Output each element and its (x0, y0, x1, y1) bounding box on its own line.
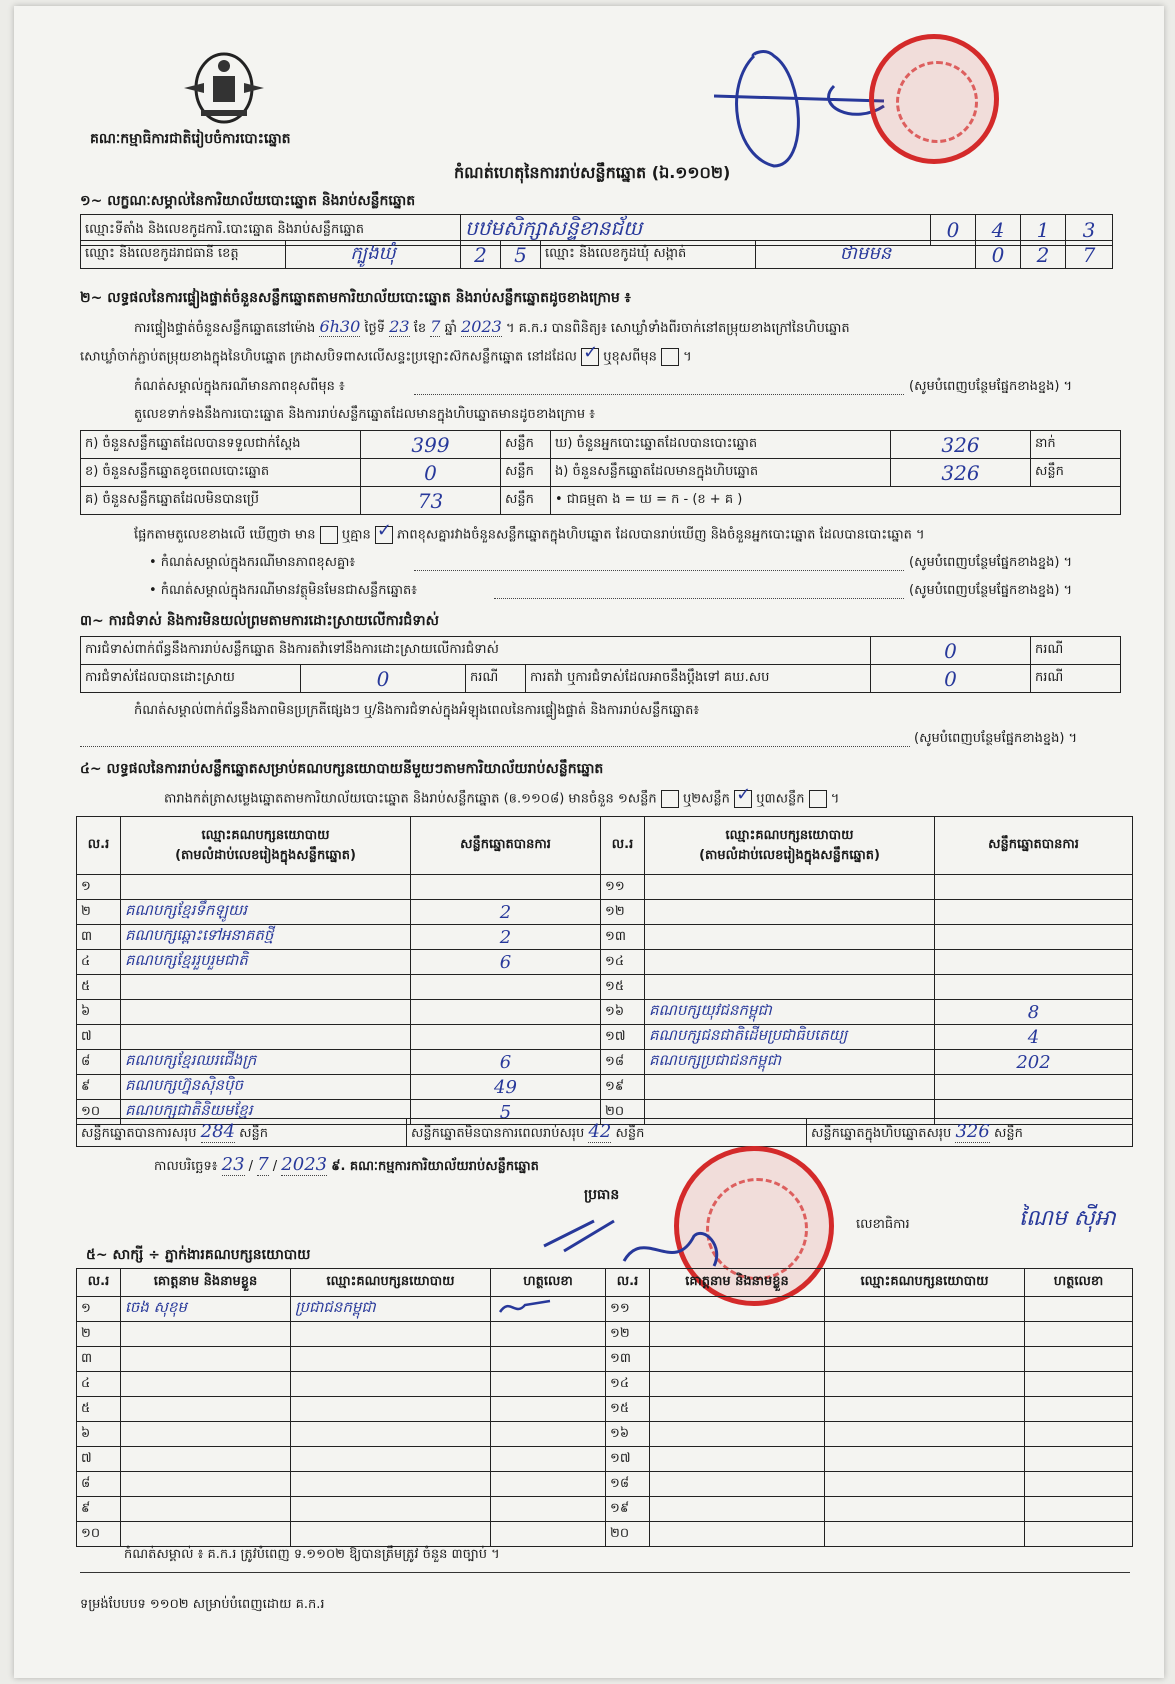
result-votes (411, 1000, 601, 1025)
text: ឬខុសពីមុន (603, 349, 657, 365)
result-party: គណបក្សប្រជាជនកម្ពុជា (645, 1050, 935, 1075)
text: សោឃ្លាំចាក់ភ្ជាប់តម្រុយខាងក្នុងនៃហិបឆ្នោត ក្រដាសបិទពាសលើសន្ទះប្រឡោះស៊កសន្លឹកឆ្នោត នៅដដែល (80, 349, 577, 365)
commune-label: ឈ្មោះ និងលេខកូដឃុំ សង្កាត់ (541, 241, 756, 269)
result-party: គណបក្សហ្វ៊ុនស៊ិនប៉ិច (121, 1075, 411, 1100)
witness-no: ៧ (77, 1447, 121, 1472)
witness-name (121, 1522, 291, 1547)
text: ឬគ្មាន (341, 527, 371, 543)
secretary-name: ណៃម ស៊ីអា (1019, 1206, 1116, 1231)
time-value: 6h30 (319, 317, 361, 336)
witness-no: ១៧ (606, 1447, 650, 1472)
witness-signature (1025, 1472, 1133, 1497)
section3-heading: ៣~ ការជំទាស់ និងការមិនយល់ព្រមតាមការដោះស្រាយលើការជំទាស់ (80, 613, 439, 629)
unit: សន្លឹក (501, 431, 551, 459)
col-party: ឈ្មោះគណបក្សនយោបាយ (825, 1269, 1025, 1297)
witness-signature (1025, 1522, 1133, 1547)
witness-no: ១៩ (606, 1497, 650, 1522)
text: តារាងកត់ត្រាសម្លេងឆ្នោតតាមការិយាល័យបោះឆ្នោត និងរាប់សន្លឹកឆ្នោត (ឲ.១១០៨) មានចំនួន ១សន្លឹក (164, 791, 657, 807)
result-party (645, 900, 935, 925)
unit: ករណី (1031, 665, 1121, 693)
result-votes: 5 (411, 1100, 601, 1125)
text: ការផ្ទៀងផ្ទាត់ចំនួនសន្លឹកឆ្នោតនៅម៉ោង (134, 321, 316, 336)
unit: សន្លឹក (501, 459, 551, 487)
result-party: គណបក្សខ្មែរទឹកឡូយរ (121, 900, 411, 925)
text: ភាពខុសគ្នារវាងចំនួនសន្លឹកឆ្នោតក្នុងហិបឆ្នោត ដែលបានរាប់ឃើញ និងចំនួនអ្នកបោះឆ្នោត ដែលបានបោះឆ្នោត ។ (397, 527, 925, 543)
result-no: ៨ (77, 1050, 121, 1075)
chair-label: ប្រធាន (584, 1187, 620, 1203)
witness-signature (1025, 1322, 1133, 1347)
code-digit: 0 (976, 241, 1021, 269)
witness-party (825, 1297, 1025, 1322)
witness-name (650, 1522, 825, 1547)
date-day: 23 (221, 1154, 245, 1175)
witness-name (121, 1347, 291, 1372)
text: ផ្អែកតាមតួលេខខាងលើ ឃើញថា មាន (134, 527, 316, 543)
figures-intro: តួលេខទាក់ទងនឹងការបោះឆ្នោត និងការរាប់សន្លឹកឆ្នោតដែលមានក្នុងហិបឆ្នោតមានដូចខាងក្រោម ៖ (134, 407, 595, 422)
witness-signature (491, 1522, 606, 1547)
code-digit: 0 (931, 215, 976, 246)
fill-line (494, 598, 904, 599)
tally-sheet-line: តារាងកត់ត្រាសម្លេងឆ្នោតតាមការិយាល័យបោះឆ្នោត និងរាប់សន្លឹកឆ្នោត (ឲ.១១០៨) មានចំនួន ១សន្លឹក ឬ២សន្លឹក ✓ ឬ៣សន្លឹក ។ (164, 790, 839, 809)
two-sheet-checkbox[interactable] (734, 790, 752, 808)
witness-party (291, 1347, 491, 1372)
witness-no: ១០ (77, 1522, 121, 1547)
witness-name (650, 1497, 825, 1522)
total-valid-value: 284 (200, 1121, 236, 1142)
day-value: 23 (389, 317, 410, 336)
witness-party (825, 1422, 1025, 1447)
footer-divider (80, 1572, 1130, 1573)
complaint-value: 0 (871, 637, 1031, 665)
witness-party (825, 1522, 1025, 1547)
section2-heading: ២~ លទ្ធផលនៃការផ្ទៀងផ្ទាត់ចំនួនសន្លឹកឆ្នោតតាមការិយាល័យបោះឆ្នោត និងរាប់សន្លឹកឆ្នោតដូចខាងក្រោម ៖ (80, 290, 631, 306)
witness-name (121, 1322, 291, 1347)
col-party-title: ឈ្មោះគណបក្សនយោបាយ (201, 827, 330, 843)
date-label: កាលបរិច្ឆេទ៖ (154, 1159, 218, 1174)
result-no: ១០ (77, 1100, 121, 1125)
result-party: គណបក្សជនជាតិដើមប្រជាធិបតេយ្យ (645, 1025, 935, 1050)
witness-name (121, 1472, 291, 1497)
total-box-cell (807, 1119, 1133, 1147)
unit: សន្លឹក (239, 1126, 269, 1141)
witness-party (291, 1497, 491, 1522)
result-no: ២ (77, 900, 121, 925)
witness-signature (491, 1422, 606, 1447)
result-no: ១៧ (601, 1025, 645, 1050)
committee-name: គណៈកម្មាធិការជាតិរៀបចំការបោះឆ្នោត (90, 131, 291, 147)
col-party (645, 817, 935, 875)
result-party (121, 875, 411, 900)
result-no: ១ (77, 875, 121, 900)
code-digit: 2 (461, 241, 501, 269)
witness-signature (1025, 1297, 1133, 1322)
total-invalid-label: សន្លឹកឆ្នោតមិនបានការពេលរាប់សរុប (411, 1126, 585, 1141)
witness-party (291, 1447, 491, 1472)
witness-signature (1025, 1422, 1133, 1447)
irregularity-note: កំណត់សម្គាល់ពាក់ព័ន្ធនឹងភាពមិនប្រក្រតីផ្សេងៗ ឬ/និងការជំទាស់ក្នុងអំឡុងពេលនៃការផ្ទៀងផ្ទាត់ និងការរាប់សន្លឹកឆ្នោត៖ (134, 703, 700, 718)
witness-name (650, 1322, 825, 1347)
witness-signature (1025, 1347, 1133, 1372)
ballot-count-table (80, 430, 1121, 515)
witness-name: ចេង សុខុម (121, 1297, 291, 1322)
witness-name (121, 1422, 291, 1447)
col-party (121, 817, 411, 875)
secretary-label: លេខាធិការ (856, 1217, 910, 1232)
code-digit: 2 (1021, 241, 1066, 269)
received-value: 399 (361, 431, 501, 459)
fill-note: (សូមបំពេញបន្ថែមផ្នែកខាងខ្នង) ។ (909, 379, 1073, 394)
result-votes (935, 975, 1133, 1000)
unit: សន្លឹក (501, 487, 551, 515)
witness-no: ៨ (77, 1472, 121, 1497)
result-no: ១២ (601, 900, 645, 925)
month-value: 7 (430, 317, 441, 336)
col-votes: សន្លឹកឆ្នោតបានការ (935, 817, 1133, 875)
result-party (121, 1000, 411, 1025)
result-no: ៦ (77, 1000, 121, 1025)
unit: សន្លឹក (615, 1126, 645, 1141)
result-party (645, 1075, 935, 1100)
witness-signature (1025, 1497, 1133, 1522)
form-id: ទម្រង់បែបបទ ១១០២ សម្រាប់បំពេញដោយ គ.ក.រ (80, 1597, 325, 1612)
unit: ករណី (466, 665, 526, 693)
seal-line: សោឃ្លាំចាក់ភ្ជាប់តម្រុយខាងក្នុងនៃហិបឆ្នោត ក្រដាសបិទពាសលើសន្ទះប្រឡោះស៊កសន្លឹកឆ្នោត នៅដដែល ✓ ឬខុសពីមុន ។ (80, 348, 692, 367)
col-sign: ហត្ថលេខា (1025, 1269, 1133, 1297)
verification-line (134, 318, 850, 338)
one-sheet-checkbox[interactable] (661, 790, 679, 808)
date-year: 2023 (281, 1154, 328, 1175)
result-no: ៥ (77, 975, 121, 1000)
col-party-sub: (តាមលំដាប់លេខរៀងក្នុងសន្លឹកឆ្នោត) (175, 847, 356, 863)
text: ឬ២សន្លឹក (682, 791, 730, 807)
date-month: 7 (257, 1154, 269, 1175)
official-stamp-top (869, 34, 999, 164)
result-party: គណបក្សជាតិនិយមខ្មែរ (121, 1100, 411, 1125)
witness-name (650, 1397, 825, 1422)
fill-note: (សូមបំពេញបន្ថែមផ្នែកខាងខ្នង) ។ (909, 583, 1073, 598)
witness-name (650, 1472, 825, 1497)
section1-heading: ១~ លក្ខណៈសម្គាល់នៃការិយាល័យបោះឆ្នោត និងរាប់សន្លឹកឆ្នោត (80, 193, 416, 209)
three-sheet-checkbox[interactable] (809, 790, 827, 808)
result-no: ៩ (77, 1075, 121, 1100)
col-name: គោត្តនាម និងនាមខ្លួន (650, 1269, 825, 1297)
result-no: ១៩ (601, 1075, 645, 1100)
witness-no: ៥ (77, 1397, 121, 1422)
col-no: ល.រ (77, 1269, 121, 1297)
footer-note: កំណត់សម្គាល់ ៖ គ.ក.រ ត្រូវបំពេញ ទ.១១០២ ឱ្យបានត្រឹមត្រូវ ចំនួន ៣ច្បាប់ ។ (124, 1547, 500, 1562)
text: ឬ៣សន្លឹក (756, 791, 805, 807)
total-invalid-cell (407, 1119, 807, 1147)
results-table (76, 816, 1133, 1125)
witness-party (291, 1397, 491, 1422)
witness-no: ១៦ (606, 1422, 650, 1447)
result-party (121, 975, 411, 1000)
result-party (121, 1025, 411, 1050)
complaints-table (80, 636, 1121, 693)
result-party: គណបក្សខ្មែររួបរួមជាតិ (121, 950, 411, 975)
witness-signature-mark (495, 1297, 555, 1317)
witness-signature (491, 1447, 606, 1472)
result-votes (411, 1025, 601, 1050)
witness-no: ១៥ (606, 1397, 650, 1422)
result-votes (935, 875, 1133, 900)
witness-no: ១១ (606, 1297, 650, 1322)
witness-signature (491, 1497, 606, 1522)
result-party: គណបក្សខ្មែរឈរជើងក្រ (121, 1050, 411, 1075)
code-digit: 7 (1066, 241, 1113, 269)
witness-no: ១៣ (606, 1347, 650, 1372)
code-digit: 5 (501, 241, 541, 269)
total-valid-cell (77, 1119, 407, 1147)
received-label: ក) ចំនួនសន្លឹកឆ្នោតដែលបានទទួលជាក់ស្ដែង (81, 431, 361, 459)
result-votes: 6 (411, 950, 601, 975)
witness-party (291, 1472, 491, 1497)
witness-name (650, 1297, 825, 1322)
witness-no: ២ (77, 1322, 121, 1347)
location-label: ឈ្មោះទីតាំង និងលេខកូដការិ.បោះឆ្នោត និងរាប់សន្លឹកឆ្នោត (81, 215, 461, 246)
total-valid-label: សន្លឹកឆ្នោតបានការសរុប (81, 1126, 197, 1141)
foreign-object-note: • កំណត់សម្គាល់ក្នុងករណីមានវត្ថុមិនមែនជាសន្លឹកឆ្នោត៖ (149, 583, 417, 598)
result-votes (935, 925, 1133, 950)
witness-signature (491, 1397, 606, 1422)
result-votes: 2 (411, 925, 601, 950)
voters-value: 326 (891, 431, 1031, 459)
witness-signature (1025, 1447, 1133, 1472)
result-no: ៧ (77, 1025, 121, 1050)
witness-signature (491, 1322, 606, 1347)
result-party (645, 950, 935, 975)
spoiled-label: ខ) ចំនួនសន្លឹកឆ្នោតខូចពេលបោះឆ្នោត (81, 459, 361, 487)
result-votes (935, 950, 1133, 975)
witness-signature (1025, 1372, 1133, 1397)
unit: នាក់ (1031, 431, 1121, 459)
difference-line (134, 526, 925, 545)
witness-party (825, 1397, 1025, 1422)
witness-no: ៣ (77, 1347, 121, 1372)
fill-line (80, 746, 910, 747)
witness-name (650, 1347, 825, 1372)
result-votes (411, 975, 601, 1000)
totals-table (76, 1118, 1133, 1147)
witness-name (121, 1497, 291, 1522)
province-label: ឈ្មោះ និងលេខកូដរាជធានី ខេត្ត (81, 241, 286, 269)
committee-label: ៩. គណៈកម្មការការិយាល័យរាប់សន្លឹកឆ្នោត (331, 1159, 539, 1174)
col-no: ល.រ (77, 817, 121, 875)
text: ខែ (413, 321, 427, 336)
witness-no: ៩ (77, 1497, 121, 1522)
result-no: ១១ (601, 875, 645, 900)
fill-note: (សូមបំពេញបន្ថែមផ្នែកខាងខ្នង) ។ (914, 731, 1078, 746)
col-party-sub: (តាមលំដាប់លេខរៀងក្នុងសន្លឹកឆ្នោត) (699, 847, 880, 863)
result-votes: 2 (411, 900, 601, 925)
fill-note: (សូមបំពេញបន្ថែមផ្នែកខាងខ្នង) ។ (909, 555, 1073, 570)
result-party (645, 875, 935, 900)
result-no: ១៦ (601, 1000, 645, 1025)
fill-line (414, 394, 904, 395)
text: ឆ្នាំ (444, 321, 457, 336)
witness-party: ប្រជាជនកម្ពុជា (291, 1297, 491, 1322)
witness-name (650, 1447, 825, 1472)
result-no: ៤ (77, 950, 121, 975)
witness-signature (1025, 1397, 1133, 1422)
nec-emblem-icon (179, 48, 269, 128)
witness-party (825, 1447, 1025, 1472)
complaint-label: ការជំទាស់ពាក់ព័ន្ធនឹងការរាប់សន្លឹកឆ្នោត និងការតវ៉ាទៅនឹងការដោះស្រាយលើការជំទាស់ (81, 637, 871, 665)
witness-no: ៤ (77, 1372, 121, 1397)
result-votes (935, 1075, 1133, 1100)
result-party (645, 975, 935, 1000)
witness-party (825, 1322, 1025, 1347)
in-box-value: 326 (891, 459, 1031, 487)
witness-party (825, 1497, 1025, 1522)
col-no: ល.រ (606, 1269, 650, 1297)
witness-name (121, 1397, 291, 1422)
in-box-label: ង) ចំនួនសន្លឹកឆ្នោតដែលមានក្នុងហិបឆ្នោត (551, 459, 891, 487)
result-votes: 6 (411, 1050, 601, 1075)
total-box-value: 326 (955, 1121, 990, 1142)
unit: សន្លឹក (993, 1126, 1023, 1141)
witness-party (291, 1372, 491, 1397)
result-no: ៣ (77, 925, 121, 950)
resolved-label: ការជំទាស់ដែលបានដោះស្រាយ (81, 665, 301, 693)
document-title: កំណត់ហេតុនៃការរាប់សន្លឹកឆ្នោត (ឯ.១១០២) (454, 163, 731, 182)
result-votes (935, 900, 1133, 925)
text: ។ គ.ក.រ បានពិនិត្យ៖ សោឃ្លាំទាំងពីរចាក់នៅតម្រុយខាងក្រៅនៃហិបឆ្នោត (505, 321, 850, 336)
commune-value: ថាមមន (756, 241, 976, 269)
col-sign: ហត្ថលេខា (491, 1269, 606, 1297)
appeal-label: ការតវ៉ា ឬការជំទាស់ដែលអាចនឹងប្ដឹងទៅ គឃ.សប (526, 665, 871, 693)
witness-signature (491, 1472, 606, 1497)
date-line: កាលបរិច្ឆេទ៖ 23 / 7 / 2023 ៩. គណៈកម្មការការិយាល័យរាប់សន្លឹកឆ្នោត (154, 1154, 539, 1175)
witness-party (825, 1472, 1025, 1497)
changed-checkbox[interactable] (661, 348, 679, 366)
fill-line (414, 570, 904, 571)
code-digit: 4 (976, 215, 1021, 246)
section5-heading: ៥~ សាក្សី ÷ ភ្នាក់ងារគណបក្សនយោបាយ (86, 1247, 311, 1263)
unused-label: គ) ចំនួនសន្លឹកឆ្នោតដែលមិនបានប្រើ (81, 487, 361, 515)
province-value: ក្បូងឃុំ (286, 241, 461, 269)
result-no: ១៣ (601, 925, 645, 950)
witness-table (76, 1268, 1133, 1547)
col-party-title: ឈ្មោះគណបក្សនយោបាយ (725, 827, 854, 843)
has-difference-checkbox[interactable] (320, 526, 338, 544)
year-value: 2023 (461, 317, 502, 336)
witness-name (121, 1372, 291, 1397)
code-digit: 3 (1066, 215, 1113, 246)
result-no: ១៤ (601, 950, 645, 975)
spoiled-value: 0 (361, 459, 501, 487)
witness-name (650, 1372, 825, 1397)
witness-no: ១៨ (606, 1472, 650, 1497)
col-votes: សន្លឹកឆ្នោតបានការ (411, 817, 601, 875)
province-table (80, 240, 1113, 269)
result-votes: 8 (935, 1000, 1133, 1025)
unit: សន្លឹក (1031, 459, 1121, 487)
result-votes: 49 (411, 1075, 601, 1100)
result-party: គណបក្សយុវជនកម្ពុជា (645, 1000, 935, 1025)
result-no: ១៥ (601, 975, 645, 1000)
col-name: គោត្តនាម និងនាមខ្លួន (121, 1269, 291, 1297)
result-no: ២០ (601, 1100, 645, 1125)
witness-no: ៦ (77, 1422, 121, 1447)
witness-name (121, 1447, 291, 1472)
voters-label: ឃ) ចំនួនអ្នកបោះឆ្នោតដែលបានបោះឆ្នោត (551, 431, 891, 459)
witness-party (291, 1522, 491, 1547)
witness-signature (491, 1297, 606, 1322)
section4-heading: ៤~ លទ្ធផលនៃការរាប់សន្លឹកឆ្នោតសម្រាប់គណបក្សនយោបាយនីមួយៗតាមការិយាល័យរាប់សន្លឹកឆ្នោត (80, 761, 604, 777)
witness-no: ១៤ (606, 1372, 650, 1397)
result-votes: 202 (935, 1050, 1133, 1075)
witness-party (291, 1422, 491, 1447)
formula: • ជាធម្មតា ង = ឃ = ក - (ខ + គ ) (551, 487, 1121, 515)
difference-note: • កំណត់សម្គាល់ក្នុងករណីមានភាពខុសគ្នា៖ (149, 555, 356, 570)
diff-note-line: កំណត់សម្គាល់ក្នុងករណីមានភាពខុសពីមុន ៖ (134, 379, 345, 394)
witness-no: ១ (77, 1297, 121, 1322)
total-box-label: សន្លឹកឆ្នោតក្នុងហិបឆ្នោតសរុប (811, 1126, 952, 1141)
witness-no: ២០ (606, 1522, 650, 1547)
form-page (14, 6, 1164, 1678)
col-no: ល.រ (601, 817, 645, 875)
code-digit: 1 (1021, 215, 1066, 246)
unused-value: 73 (361, 487, 501, 515)
witness-signature (491, 1347, 606, 1372)
chair-signature (534, 1206, 734, 1276)
result-no: ១៨ (601, 1050, 645, 1075)
unchanged-checkbox[interactable] (581, 348, 599, 366)
location-value: បឋមសិក្សាសន្ទិខានជ័យ (461, 215, 931, 246)
witness-party (825, 1347, 1025, 1372)
text: ថ្ងៃទី (364, 321, 386, 336)
result-votes (411, 875, 601, 900)
unit: ករណី (1031, 637, 1121, 665)
result-party: គណបក្សឆ្ពោះទៅអនាគតថ្មី (121, 925, 411, 950)
appeal-value: 0 (871, 665, 1031, 693)
witness-name (650, 1422, 825, 1447)
witness-party (825, 1372, 1025, 1397)
witness-signature (491, 1372, 606, 1397)
total-invalid-value: 42 (588, 1121, 612, 1142)
resolved-value: 0 (301, 665, 466, 693)
witness-no: ១២ (606, 1322, 650, 1347)
result-votes: 4 (935, 1025, 1133, 1050)
col-party: ឈ្មោះគណបក្សនយោបាយ (291, 1269, 491, 1297)
no-difference-checkbox[interactable] (375, 526, 393, 544)
result-party (645, 925, 935, 950)
witness-party (291, 1322, 491, 1347)
